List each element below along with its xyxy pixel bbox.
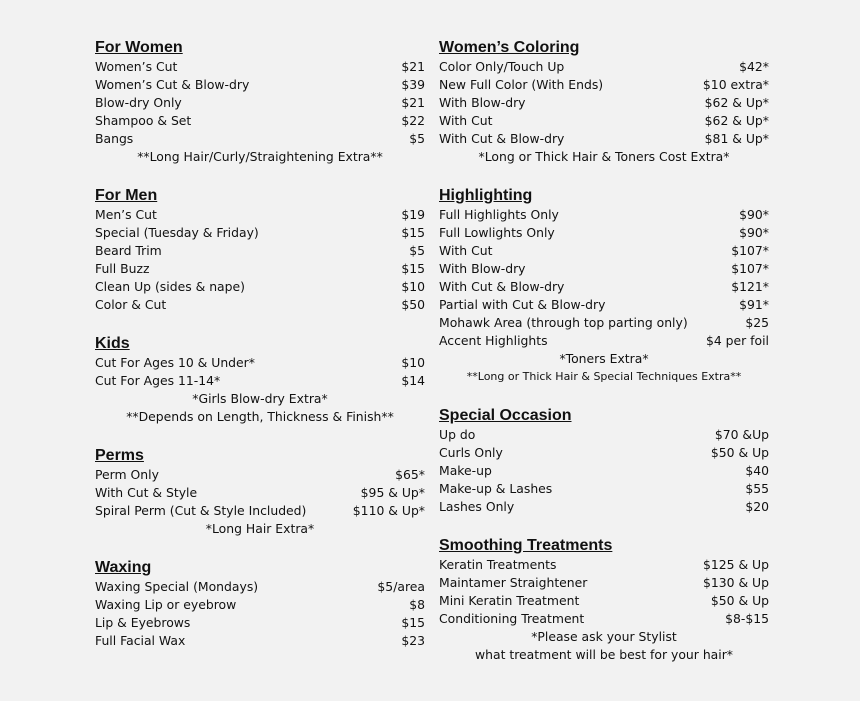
service-name: Mohawk Area (through top parting only) (439, 315, 688, 330)
price-row (439, 592, 769, 610)
service-name: Bangs (95, 131, 134, 146)
price-row (95, 632, 425, 650)
service-price: $70 &Up (714, 427, 769, 442)
price-row (95, 260, 425, 278)
service-name: Keratin Treatments (439, 557, 557, 572)
price-row (439, 480, 769, 498)
section-heading: Special Occasion (439, 407, 572, 424)
price-row (439, 224, 769, 242)
service-price: $65* (395, 467, 425, 482)
service-name: Mini Keratin Treatment (439, 593, 580, 608)
service-price: $95 & Up* (360, 485, 425, 500)
service-price: $91* (739, 297, 769, 312)
service-price: $22 (401, 113, 425, 128)
service-price: $55 (745, 481, 769, 496)
service-name: Make-up (439, 463, 492, 478)
service-price: $42* (739, 59, 769, 74)
price-row (95, 58, 425, 76)
section-perms (95, 446, 425, 538)
price-row (95, 502, 425, 520)
section-heading: Kids (95, 335, 130, 352)
service-name: Special (Tuesday & Friday) (95, 225, 259, 240)
price-row (439, 296, 769, 314)
service-price: $10 (401, 279, 425, 294)
service-name: Maintamer Straightener (439, 575, 588, 590)
service-name: Cut For Ages 11-14* (95, 373, 221, 388)
price-row (95, 76, 425, 94)
price-row (95, 112, 425, 130)
right-column (439, 38, 769, 664)
section-heading: For Men (95, 187, 158, 204)
price-row (95, 278, 425, 296)
service-price: $21 (401, 59, 425, 74)
section-note: *Toners Extra* (559, 351, 649, 366)
price-row (439, 278, 769, 296)
price-row (95, 354, 425, 372)
section-for-men (95, 186, 425, 314)
service-price: $20 (745, 499, 769, 514)
service-price: $40 (745, 463, 769, 478)
service-price: $19 (401, 207, 425, 222)
service-price: $15 (401, 261, 425, 276)
price-row (95, 130, 425, 148)
service-name: New Full Color (With Ends) (439, 77, 604, 92)
section-heading: Women’s Coloring (439, 39, 580, 56)
price-row (439, 58, 769, 76)
service-name: Full Lowlights Only (439, 225, 555, 240)
service-name: Full Highlights Only (439, 207, 559, 222)
service-name: Full Buzz (95, 261, 150, 276)
service-price: $90* (739, 225, 769, 240)
section-for-women (95, 38, 425, 166)
service-name: Men’s Cut (95, 207, 157, 222)
service-price: $23 (401, 633, 425, 648)
section-note: *Long or Thick Hair & Toners Cost Extra* (478, 149, 730, 164)
service-price: $62 & Up* (704, 113, 769, 128)
section-note: **Long or Thick Hair & Special Techniques Extra** (466, 370, 742, 383)
price-row (95, 596, 425, 614)
service-name: Women’s Cut & Blow-dry (95, 77, 250, 92)
service-name: With Cut (439, 243, 493, 258)
service-price: $5 (409, 243, 425, 258)
section-waxing (95, 558, 425, 650)
section-highlighting (439, 186, 769, 386)
service-name: Clean Up (sides & nape) (95, 279, 245, 294)
service-name: Waxing Special (Mondays) (95, 579, 259, 594)
service-price: $4 per foil (705, 333, 769, 348)
section-heading: Highlighting (439, 187, 533, 204)
service-price: $15 (401, 225, 425, 240)
price-row (439, 426, 769, 444)
price-row (439, 130, 769, 148)
service-price: $15 (401, 615, 425, 630)
service-price: $50 & Up (710, 593, 769, 608)
price-row (439, 76, 769, 94)
service-price: $25 (745, 315, 769, 330)
price-row (439, 206, 769, 224)
service-name: Color Only/Touch Up (439, 59, 565, 74)
price-row (95, 296, 425, 314)
service-name: Up do (439, 427, 476, 442)
price-row (439, 242, 769, 260)
price-row (439, 94, 769, 112)
service-name: Cut For Ages 10 & Under* (95, 355, 255, 370)
service-price: $10 (401, 355, 425, 370)
price-row (95, 578, 425, 596)
price-row (439, 112, 769, 130)
service-price: $130 & Up (702, 575, 769, 590)
price-row (95, 242, 425, 260)
service-price: $50 & Up (710, 445, 769, 460)
service-price: $121* (731, 279, 769, 294)
service-name: With Cut (439, 113, 493, 128)
section-heading: Waxing (95, 559, 152, 576)
service-name: Partial with Cut & Blow-dry (439, 297, 606, 312)
service-name: Curls Only (439, 445, 503, 460)
section-note: *Girls Blow-dry Extra* (192, 391, 328, 406)
price-row (95, 224, 425, 242)
service-name: Waxing Lip or eyebrow (95, 597, 237, 612)
price-row (95, 466, 425, 484)
service-name: With Cut & Blow-dry (439, 131, 565, 146)
section-note: *Long Hair Extra* (205, 521, 315, 536)
price-row (439, 314, 769, 332)
service-price: $107* (731, 261, 769, 276)
service-price: $8-$15 (725, 611, 769, 626)
price-row (439, 574, 769, 592)
service-price: $5/area (377, 579, 425, 594)
price-row (439, 556, 769, 574)
price-row (439, 498, 769, 516)
service-name: Accent Highlights (439, 333, 548, 348)
service-name: Make-up & Lashes (439, 481, 553, 496)
price-row (439, 610, 769, 628)
price-row (95, 372, 425, 390)
service-name: Spiral Perm (Cut & Style Included) (95, 503, 307, 518)
price-row (439, 332, 769, 350)
service-name: Shampoo & Set (95, 113, 192, 128)
service-name: With Cut & Style (95, 485, 198, 500)
section-note: what treatment will be best for your hair* (475, 647, 733, 662)
service-price: $14 (401, 373, 425, 388)
service-name: With Cut & Blow-dry (439, 279, 565, 294)
price-row (95, 614, 425, 632)
service-price: $62 & Up* (704, 95, 769, 110)
left-column (95, 38, 425, 650)
service-name: Lip & Eyebrows (95, 615, 191, 630)
section-heading: Smoothing Treatments (439, 537, 613, 554)
section-kids (95, 334, 425, 426)
price-row (95, 206, 425, 224)
service-name: With Blow-dry (439, 95, 526, 110)
price-row (439, 260, 769, 278)
service-name: Color & Cut (95, 297, 167, 312)
section-heading: For Women (95, 39, 183, 56)
section-heading: Perms (95, 447, 144, 464)
section-note: *Please ask your Stylist (531, 629, 677, 644)
service-name: Blow-dry Only (95, 95, 182, 110)
service-price: $10 extra* (702, 77, 769, 92)
service-price: $110 & Up* (352, 503, 425, 518)
service-name: Lashes Only (439, 499, 515, 514)
service-name: Conditioning Treatment (439, 611, 585, 626)
section-smoothing-treatments (439, 536, 769, 664)
price-row (95, 94, 425, 112)
section-women-s-coloring (439, 38, 769, 166)
service-price: $107* (731, 243, 769, 258)
service-name: Beard Trim (95, 243, 162, 258)
service-name: Perm Only (95, 467, 159, 482)
service-price: $5 (409, 131, 425, 146)
section-note: **Depends on Length, Thickness & Finish** (126, 409, 394, 424)
price-row (95, 484, 425, 502)
service-price: $90* (739, 207, 769, 222)
service-price: $81 & Up* (704, 131, 769, 146)
service-name: Women’s Cut (95, 59, 178, 74)
service-price: $50 (401, 297, 425, 312)
price-row (439, 444, 769, 462)
service-price: $21 (401, 95, 425, 110)
section-special-occasion (439, 406, 769, 516)
service-price: $39 (401, 77, 425, 92)
price-row (439, 462, 769, 480)
service-price: $8 (409, 597, 425, 612)
service-price: $125 & Up (702, 557, 769, 572)
service-name: With Blow-dry (439, 261, 526, 276)
section-note: **Long Hair/Curly/Straightening Extra** (137, 149, 383, 164)
service-name: Full Facial Wax (95, 633, 186, 648)
